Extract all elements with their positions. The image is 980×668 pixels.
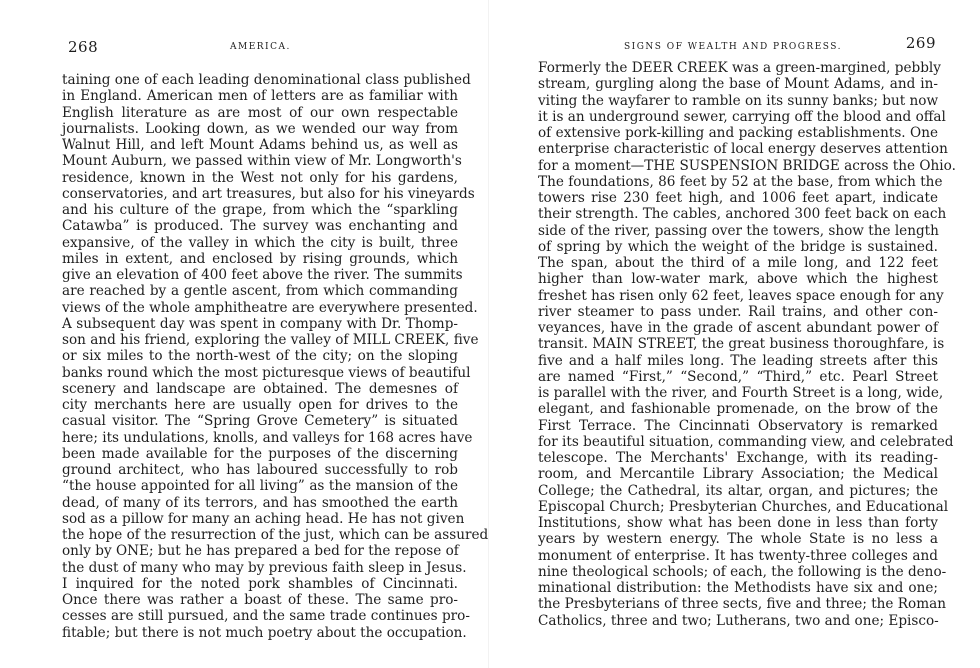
text-line: side of the river, passing over the towers, show the length (538, 222, 939, 239)
text-line: river steamer to pass under. Rail trains, and other con- (538, 303, 938, 320)
text-line: the dust of many who may by previous faith sleep in Jesus. (62, 559, 467, 576)
left-page (62, 0, 489, 668)
text-line: give an elevation of 400 feet above the river. The summits (62, 267, 463, 283)
text-line: for its beautiful situation, commanding view, and celebrated (538, 433, 954, 450)
text-line: College; the Cathedral, its altar, organ, and pictures; the (538, 482, 938, 499)
text-line: of spring by which the weight of the bridge is sustained. (538, 238, 938, 255)
text-line: monument of enterprise. It has twenty-three colleges and (538, 547, 938, 564)
text-line: for a moment—THE SUSPENSION BRIDGE across the Ohio. (538, 157, 956, 174)
text-line: fitable; but there is not much poetry about the occupation. (62, 624, 467, 641)
text-line: and his culture of the grape, from which the “sparkling (62, 202, 458, 218)
text-line: ground architect, who has laboured successfully to rob (62, 462, 458, 478)
right-page-header (538, 34, 938, 60)
text-line: the Presbyterians of three sects, five and three; the Roman (538, 596, 946, 613)
text-line: Walnut Hill, and left Mount Adams behind us, as well as (62, 137, 458, 153)
text-line: Once there was rather a boast of these. The same pro- (62, 592, 458, 608)
text-line: transit. MAIN STREET, the great business thoroughfare, is (538, 336, 945, 353)
text-line: higher than low-water mark, above which the highest (538, 271, 938, 288)
text-line: or six miles to the north-west of the city; on the sloping (62, 348, 458, 365)
text-line: are reached by a gentle ascent, from which commanding (62, 283, 458, 300)
text-line: the hope of the resurrection of the just, which can be assured (62, 527, 489, 543)
text-line: English literature as are most of our own respectable (62, 104, 458, 121)
text-line: is parallel with the river, and Fourth Street is a long, wide, (538, 385, 944, 401)
text-line: views of the whole amphitheatre are everywhere presented. (62, 299, 478, 316)
text-line: Catholics, three and two; Lutherans, two and one; Episco- (538, 612, 939, 629)
right-page-text (538, 60, 956, 629)
text-line: years by western energy. The whole State is no less a (538, 531, 938, 548)
right-page (538, 0, 956, 668)
text-line: nine theological schools; of each, the following is the deno- (538, 563, 947, 580)
text-line: “the house appointed for all living” as the mansion of the (62, 478, 458, 495)
text-line: been made available for the purposes of the discerning (62, 445, 458, 462)
text-line: of extensive pork-killing and packing establishments. One (538, 125, 938, 141)
right-running-head: SIGNS OF WEALTH AND PROGRESS. (624, 42, 842, 52)
text-line: son and his friend, exploring the valley of MILL CREEK, five (62, 332, 479, 348)
text-line: minational distribution: the Methodists have six and one; (538, 580, 938, 596)
text-line: veyances, have in the grade of ascent abundant power of (538, 320, 938, 336)
text-line: towers rise 230 feet high, and 1006 feet apart, indicate (538, 190, 938, 206)
text-line: casual visitor. The “Spring Grove Cemetery” is situated (62, 413, 458, 430)
text-line: their strength. The cables, anchored 300 feet back on each (538, 206, 947, 223)
text-line: Formerly the DEER CREEK was a green-margined, pebbly (538, 60, 941, 76)
text-line: conservatories, and art treasures, but also for his vineyards (62, 185, 475, 202)
page-gutter (488, 0, 489, 668)
text-line: banks round which the most picturesque views of beautiful (62, 364, 471, 381)
text-line: sod as a pillow for many an aching head. He has not given (62, 510, 465, 527)
text-line: residence, known in the West not only for his gardens, (62, 169, 458, 186)
text-line: Institutions, show what has been done in less than forty (538, 515, 938, 531)
text-line: viting the wayfarer to ramble on its sunny banks; but now (538, 92, 939, 109)
text-line: Episcopal Church; Presbyterian Churches, and Educational (538, 498, 949, 515)
left-page-header (62, 38, 458, 60)
text-line: First Terrace. The Cincinnati Observatory is remarked (538, 417, 938, 434)
text-line: city merchants here are usually open for drives to the (62, 397, 458, 413)
text-line: scenery and landscape are obtained. The demesnes of (62, 380, 458, 397)
text-line: room, and Mercantile Library Association; the Medical (538, 466, 938, 483)
right-page-number: 269 (905, 34, 936, 52)
text-line: taining one of each leading denominational class published (62, 72, 471, 88)
left-page-text (62, 72, 489, 641)
text-line: dead, of many of its terrors, and has smoothed the earth (62, 494, 458, 511)
text-line: five and a half miles long. The leading streets after this (538, 352, 938, 369)
text-line: enterprise characteristic of local energy deserves attention (538, 141, 948, 158)
text-line: cesses are still pursued, and the same trade continues pro- (62, 608, 470, 625)
text-line: freshet has risen only 62 feet, leaves space enough for any (538, 287, 944, 304)
left-running-head: AMERICA. (230, 42, 291, 52)
text-line: here; its undulations, knolls, and valleys for 168 acres have (62, 429, 473, 446)
text-line: A subsequent day was spent in company with Dr. Thomp- (62, 315, 458, 332)
text-line: are named “First,” “Second,” “Third,” etc. Pearl Street (538, 368, 938, 385)
text-line: The foundations, 86 feet by 52 at the base, from which the (538, 173, 943, 190)
text-line: journalists. Looking down, as we wended our way from (62, 120, 458, 137)
text-line: Catawba” is produced. The survey was enchanting and (62, 218, 458, 235)
text-line: The span, about the third of a mile long, and 122 feet (538, 255, 938, 271)
text-line: elegant, and fashionable promenade, on the brow of the (538, 401, 938, 418)
text-line: miles in extent, and enclosed by rising grounds, which (62, 250, 458, 267)
text-line: only by ONE; but he has prepared a bed for the repose of (62, 543, 459, 560)
text-line: in England. American men of letters are as familiar with (62, 88, 458, 105)
text-line: telescope. The Merchants' Exchange, with its reading- (538, 450, 938, 466)
text-line: it is an underground sewer, carrying off the blood and offal (538, 108, 946, 125)
text-line: I inquired for the noted pork shambles of Cincinnati. (62, 575, 458, 592)
left-page-number: 268 (68, 38, 99, 56)
text-line: Mount Auburn, we passed within view of Mr. Longworth's (62, 153, 462, 170)
text-line: stream, gurgling along the base of Mount Adams, and in- (538, 76, 938, 93)
text-line: expansive, of the valley in which the city is built, three (62, 234, 458, 251)
